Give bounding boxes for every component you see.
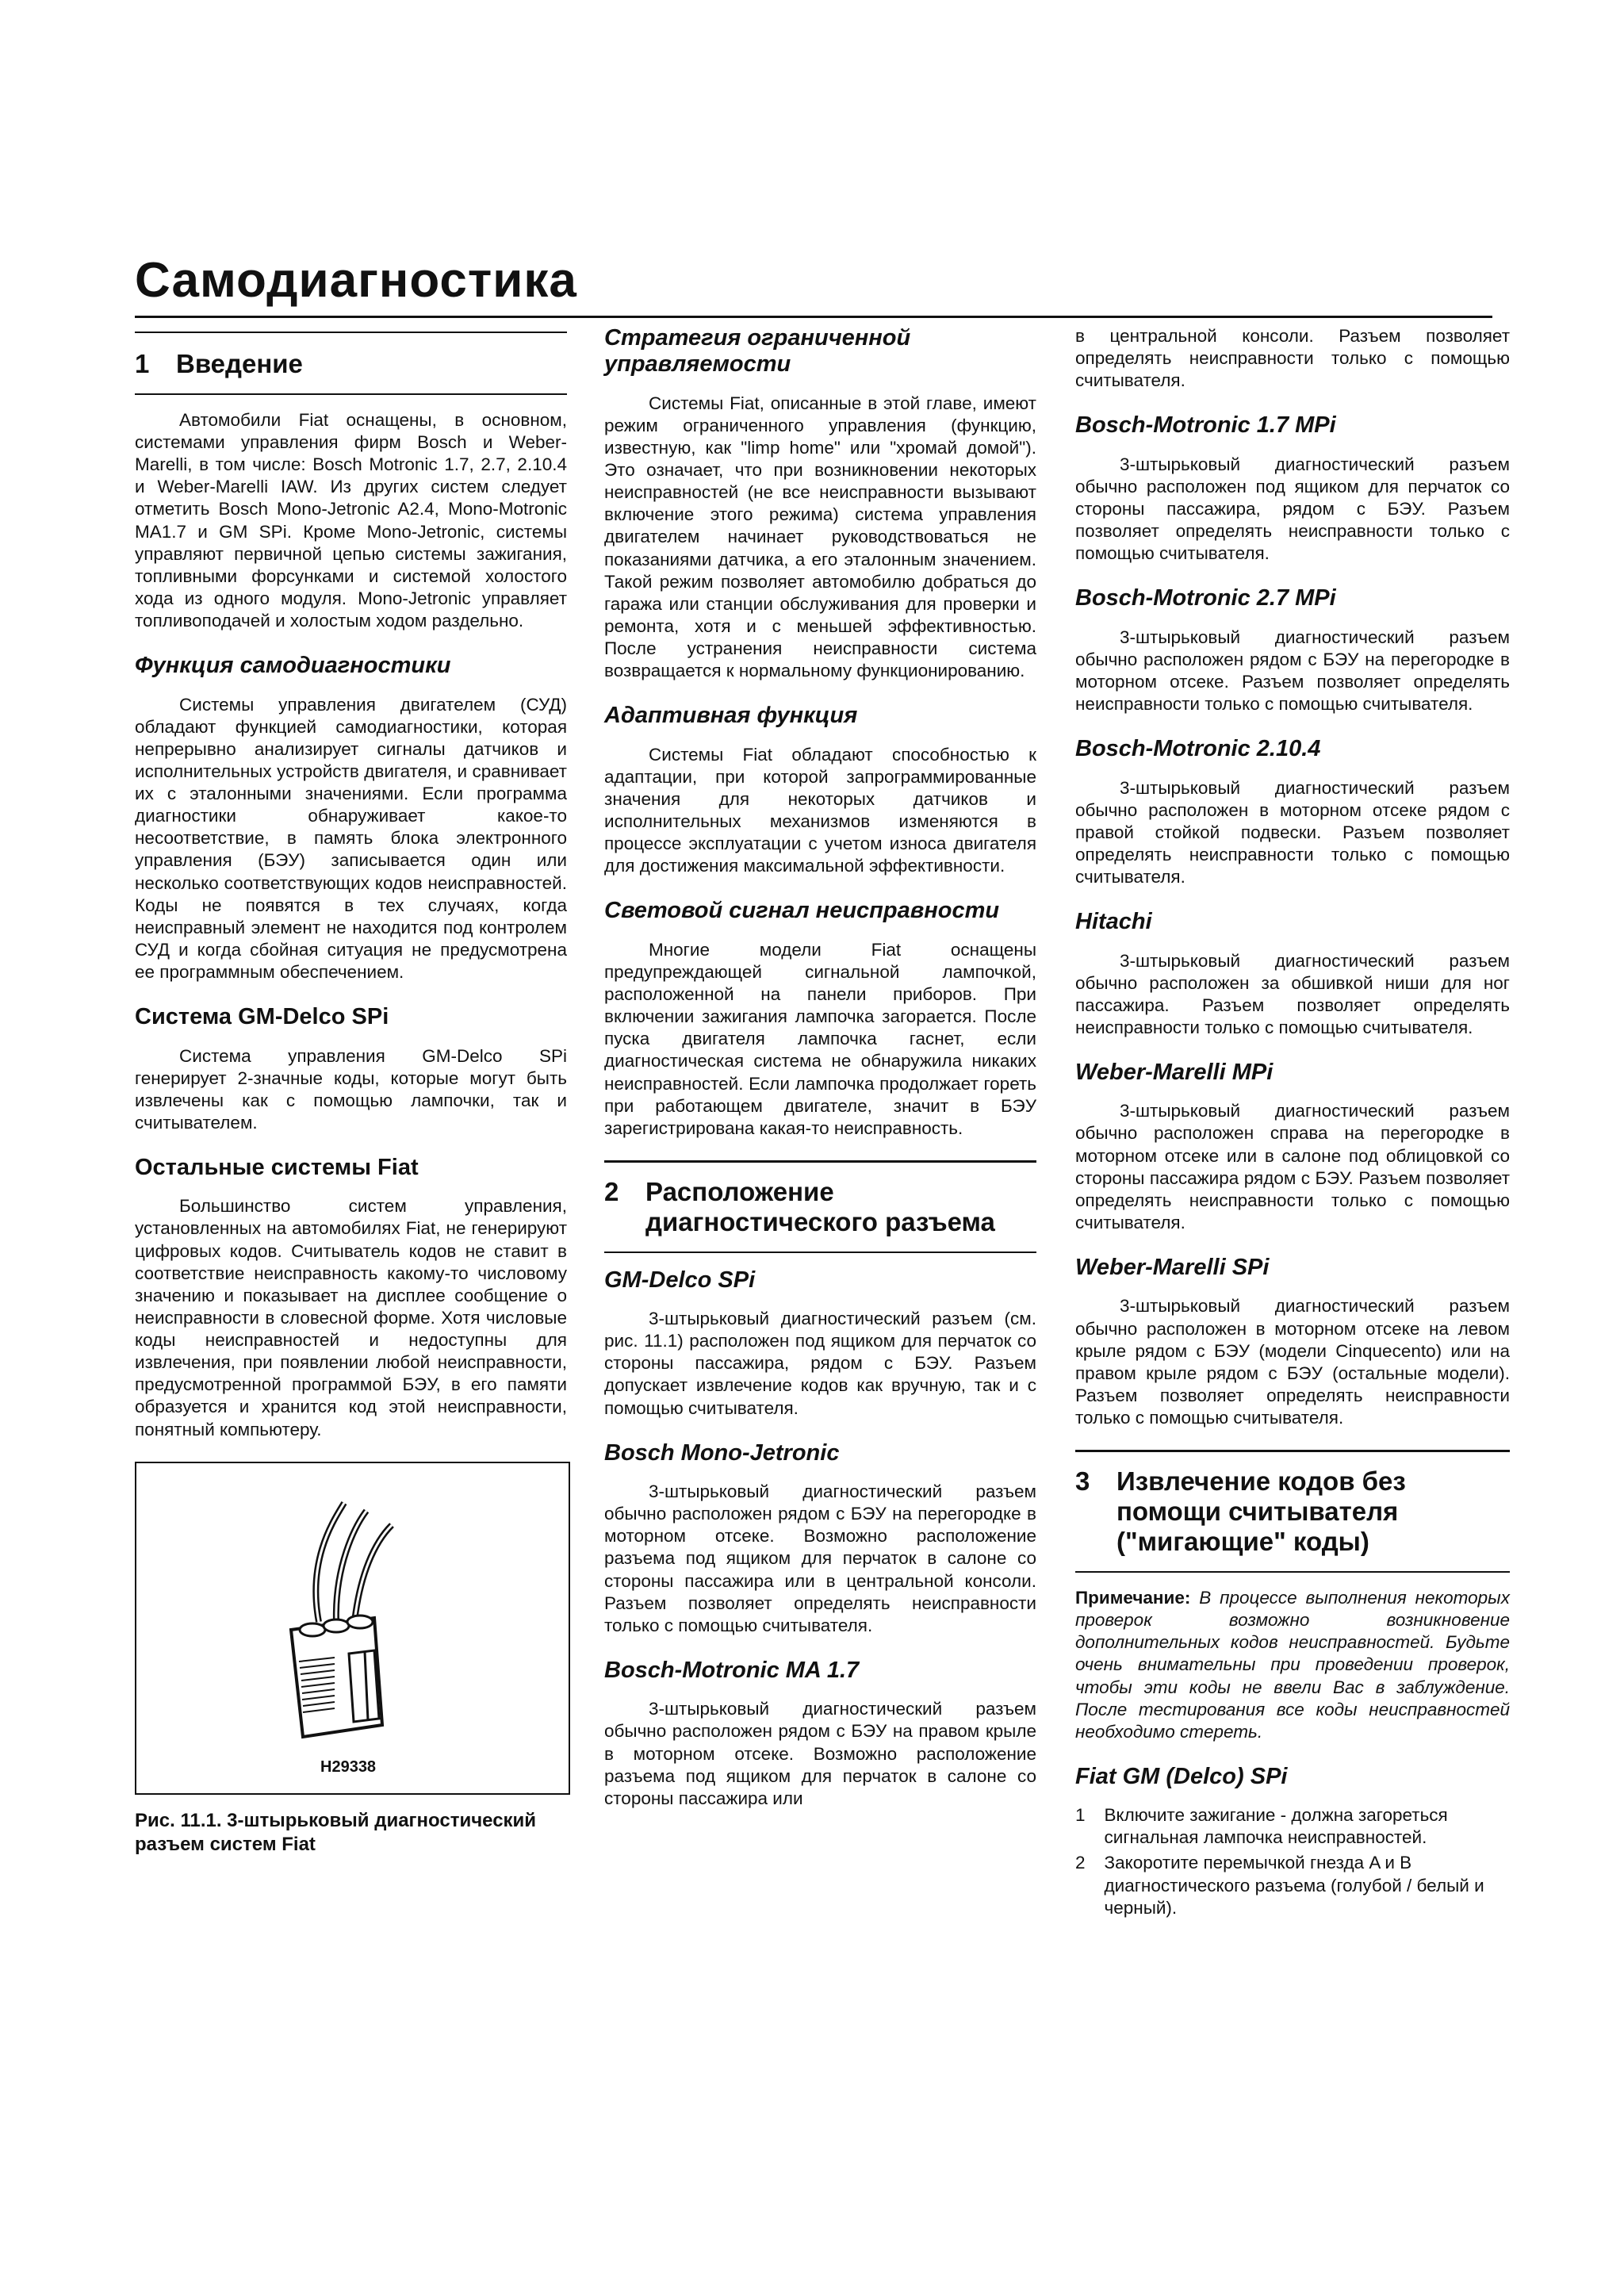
subheading-other-systems: Остальные системы Fiat	[135, 1155, 419, 1180]
step-item	[1075, 1852, 1510, 1918]
step-text: Закоротите перемычкой гнезда A и B диагностического разъема (голубой / белый и черный).	[1104, 1853, 1484, 1918]
steps-list	[1075, 1804, 1510, 1919]
motronic-2104-paragraph: 3-штырьковый диагностический разъем обычно расположен в моторном отсеке рядом с правой стойкой подвески. Разъем позволяет определять неисправности только с помощью считывателя.	[1075, 777, 1510, 887]
weber-marelli-mpi-paragraph: 3-штырьковый диагностический разъем обычно расположен справа на перегородке в моторном отсеке или в салоне под облицовкой со стороны пассажира рядом с БЭУ. Разъем позволяет определять неисправности только с помощью считывателя.	[1075, 1101, 1510, 1232]
section-3-heading	[1075, 1466, 1510, 1557]
other-systems-paragraph: Большинство систем управления, установленных на автомобилях Fiat, не генерируют цифровых кодов. Считыватель кодов не ставит в соответствие неисправность какому-то числовому значению и показывает на дисплее сообщение о неисправности в словесной форме. Хотя числовые коды неисправностей и недоступны для извлечения, при появлении любой неисправности, предусмотренной программой БЭУ, в его памяти образуется и хранится код этой неисправности, понятный компьютеру.	[135, 1196, 567, 1439]
weber-marelli-spi-paragraph: 3-штырьковый диагностический разъем обычно расположен в моторном отсеке на левом крыле рядом с БЭУ (модели Cinquecento) или на правом крыле рядом с БЭУ (остальные модели). Разъем позволяет определять неисправности только с помощью считывателя.	[1075, 1296, 1510, 1428]
subheading-self-diagnostics: Функция самодиагностики	[135, 653, 451, 679]
column-2	[604, 325, 1036, 1830]
subheading-motronic-2104: Bosch-Motronic 2.10.4	[1075, 736, 1321, 762]
divider	[1075, 1450, 1510, 1452]
subheading-motronic-17: Bosch-Motronic 1.7 MPi	[1075, 412, 1336, 439]
section-title: Введение	[176, 349, 303, 378]
gm-delco-paragraph: Система управления GM-Delco SPi генерирует 2-значные коды, которые могут быть извлечены как с помощью лампочки, так и считывателем.	[135, 1045, 567, 1133]
page-title: Самодиагностика	[135, 253, 577, 308]
section-2-heading	[604, 1177, 1036, 1237]
connector-illustration	[136, 1463, 569, 1793]
motronic-ma17-paragraph: 3-штырьковый диагностический разъем обычно расположен рядом с БЭУ на правом крыле в моторном отсеке. Возможно расположение разъема под ящиком для перчаток в салоне со стороны пассажира или	[604, 1699, 1036, 1808]
adaptive-paragraph: Системы Fiat обладают способностью к адаптации, при которой запрограммированные значения для некоторых датчиков и исполнительных механизмов изменяются в процессе эксплуатации с учетом износа двигателя для достижения максимальной эффективности.	[604, 744, 1036, 876]
section-title: Извлечение кодов без помощи считывателя ("мигающие" коды)	[1116, 1466, 1406, 1557]
figure-code: H29338	[320, 1757, 377, 1776]
section-number: 1	[135, 349, 150, 378]
step-number: 2	[1075, 1853, 1086, 1873]
subheading-adaptive: Адаптивная функция	[604, 703, 858, 729]
subheading-gm-delco: Система GM-Delco SPi	[135, 1004, 389, 1030]
subheading-motronic-27: Bosch-Motronic 2.7 MPi	[1075, 585, 1336, 611]
figure-caption: Рис. 11.1. 3-штырьковый диагностический разъем систем Fiat	[135, 1809, 537, 1855]
subheading-weber-marelli-mpi: Weber-Marelli MPi	[1075, 1060, 1274, 1085]
motronic-27-paragraph: 3-штырьковый диагностический разъем обычно расположен рядом с БЭУ на перегородке в моторном отсеке. Разъем позволяет определять неисправности только с помощью считывателя.	[1075, 627, 1510, 715]
step-text: Включите зажигание - должна загореться сигнальная лампочка неисправностей.	[1104, 1805, 1448, 1848]
step-number: 1	[1075, 1805, 1086, 1826]
mono-jetronic-paragraph: 3-штырьковый диагностический разъем обычно расположен рядом с БЭУ на перегородке в моторном отсеке. Возможно расположение разъема под ящиком для перчаток в салоне со стороны пассажира или в центральной консоли. Разъем позволяет определять неисправности только с помощью считывателя.	[604, 1481, 1036, 1635]
note-block	[1075, 1587, 1510, 1743]
divider	[1075, 1571, 1510, 1573]
divider	[604, 1160, 1036, 1163]
limp-home-paragraph: Системы Fiat, описанные в этой главе, имеют режим ограниченного управления (функцию, известную, как "limp home" или "хромай домой"). Это означает, что при возникновении некоторых неисправностей (не все неисправности вызывают включение этого режима) система управления двигателем начинает руководствоваться не показаниями датчика, а его эталонным значением. Такой режим позволяет автомобилю добраться до гаража или станции обслуживания для проверки и ремонта, хотя и с меньшей эффективностью. После устранения неисправности система возвращается к нормальному функционированию.	[604, 393, 1036, 681]
divider	[135, 393, 567, 395]
intro-paragraph: Автомобили Fiat оснащены, в основном, системами управления фирм Bosch и Weber-Marelli, в том числе: Bosch Motronic 1.7, 2.7, 2.10.4 и Weber-Marelli IAW. Из других систем следует отметить Bosch Mono-Jetronic A2.4, Mono-Motronic MA1.7 и GM SPi. Кроме Mono-Jetronic, системы управляют первичной цепью системы зажигания, топливными форсунками и системой холостого хода из одного модуля. Mono-Jetronic управляет топливоподачей и холостым ходом раздельно.	[135, 409, 567, 631]
column-3	[1075, 325, 1510, 1922]
warning-lamp-paragraph: Многие модели Fiat оснащены предупреждающей сигнальной лампочкой, расположенной на панели приборов. При включении зажигания лампочка загорается. После пуска двигателя лампочка гаснет, если диагностическая система не обнаружила никаких неисправностей. Если лампочка продолжает гореть при работающем двигателе, значит в БЭУ зарегистрирована какая-то неисправность.	[604, 939, 1036, 1138]
note-label: Примечание:	[1075, 1588, 1191, 1608]
self-diagnostics-paragraph: Системы управления двигателем (СУД) обладают функцией самодиагностики, которая непрерывно анализирует сигналы датчиков и исполнительных устройств двигателя, и сравнивает их с эталонными значениями. Если программа диагностики обнаруживает какое-то несоответствие, в память блока электронного управления (БЭУ) записывается один или несколько соответствующих кодов неисправностей. Коды не появятся в тех случаях, когда неисправный элемент не находится под контролем СУД и когда сбойная ситуация не предусмотрена ее программным обеспечением.	[135, 694, 567, 983]
figure-diagnostic-connector	[135, 1462, 570, 1795]
step-item	[1075, 1804, 1510, 1849]
section-number: 2	[604, 1176, 619, 1206]
subheading-weber-marelli-spi: Weber-Marelli SPi	[1075, 1255, 1270, 1281]
divider	[604, 1251, 1036, 1253]
section-title: Расположение диагностического разъема	[645, 1176, 995, 1236]
subheading-limp-home: Стратегия ограниченной управляемости	[604, 325, 911, 378]
subheading-motronic-ma17: Bosch-Motronic MA 1.7	[604, 1657, 860, 1683]
subheading-fiat-gm-delco: Fiat GM (Delco) SPi	[1075, 1763, 1288, 1789]
hitachi-paragraph: 3-штырьковый диагностический разъем обычно расположен за обшивкой ниши для ног пассажира. Разъем позволяет определять неисправности только с помощью считывателя.	[1075, 950, 1510, 1037]
subheading-warning-lamp: Световой сигнал неисправности	[604, 898, 1000, 924]
continued-paragraph: в центральной консоли. Разъем позволяет определять неисправности только с помощью считывателя.	[1075, 326, 1510, 391]
section-number: 3	[1075, 1466, 1090, 1497]
title-rule	[135, 316, 1492, 318]
subheading-hitachi: Hitachi	[1075, 909, 1152, 935]
subheading-gm-delco-spi: GM-Delco SPi	[604, 1267, 756, 1293]
divider	[135, 332, 567, 333]
gm-delco-spi-paragraph: 3-штырьковый диагностический разъем (см. рис. 11.1) расположен под ящиком для перчаток со стороны пассажира, рядом с БЭУ. Разъем допускает извлечение кодов как вручную, так и с помощью считывателя.	[604, 1309, 1036, 1418]
column-1	[135, 325, 567, 1857]
motronic-17-paragraph: 3-штырьковый диагностический разъем обычно расположен под ящиком для перчаток со стороны пассажира, рядом с БЭУ. Разъем позволяет определять неисправности только с помощью считывателя.	[1075, 454, 1510, 564]
subheading-mono-jetronic: Bosch Mono-Jetronic	[604, 1439, 840, 1466]
section-1-heading	[135, 349, 567, 379]
note-text: В процессе выполнения некоторых проверок возможно возникновение дополнительных кодов неисправностей. Будьте очень внимательны при проведении проверок, чтобы эти коды не ввели Вас в заблуждение. После тестирования все коды неисправностей необходимо стереть.	[1075, 1588, 1510, 1742]
